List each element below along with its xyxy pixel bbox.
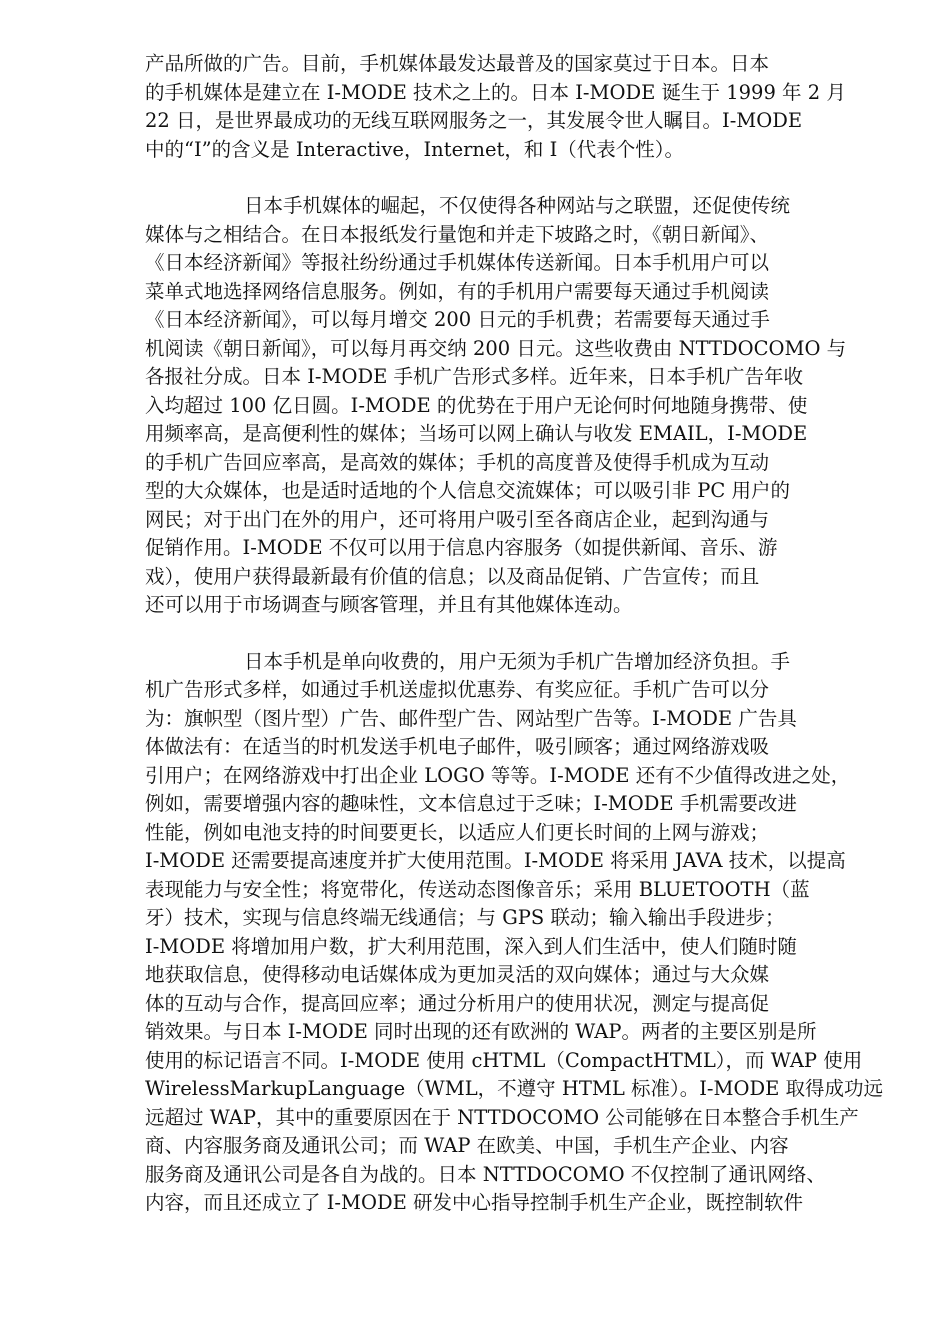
text-line: 《日本经济新闻》，可以每月增交 200 日元的手机费；若需要每天通过手 — [145, 308, 770, 331]
text-line: 远超过 WAP，其中的重要原因在于 NTTDOCOMO 公司能够在日本整合手机生产 — [145, 1105, 859, 1129]
text-line: 机广告形式多样，如通过手机送虚拟优惠券、有奖应征。手机广告可以分 — [145, 678, 770, 701]
text-line: 各报社分成。日本 I-MODE 手机广告形式多样。近年来，日本手机广告年收 — [145, 365, 804, 388]
text-line: I-MODE 还需要提高速度并扩大使用范围。I-MODE 将采用 JAVA 技术，以提高 — [145, 849, 846, 872]
text-line-indented: 日本手机是单向收费的，用户无须为手机广告增加经济负担。手 — [244, 649, 791, 673]
text-line: 体的互动与合作，提高回应率；通过分析用户的使用状况，测定与提高促 — [145, 991, 770, 1015]
paragraph-1 — [145, 50, 877, 164]
text-line: 《日本经济新闻》等报社纷纷通过手机媒体传送新闻。日本手机用户可以 — [145, 251, 770, 274]
text-line: 地获取信息，使得移动电话媒体成为更加灵活的双向媒体；通过与大众媒 — [145, 963, 770, 986]
text-line: 内容，而且还成立了 I-MODE 研发中心指导控制手机生产企业，既控制软件 — [145, 1191, 804, 1214]
text-line: 商、内容服务商及通讯公司；而 WAP 在欧美、中国，手机生产企业、内容 — [145, 1134, 789, 1157]
paragraph-3 — [145, 648, 884, 1218]
text-line: 体做法有：在适当的时机发送手机电子邮件，吸引顾客；通过网络游戏吸 — [145, 735, 770, 758]
text-line: 中的“I”的含义是 Interactive，Internet，和 I（代表个性）。 — [145, 137, 685, 161]
paragraph-gap — [145, 620, 877, 648]
text-line: 型的大众媒体，也是适时适地的个人信息交流媒体；可以吸引非 PC 用户的 — [145, 479, 790, 502]
text-line: 机阅读《朝日新闻》，可以每月再交纳 200 日元。这些收费由 NTTDOCOMO 与 — [145, 336, 847, 360]
text-line: 的手机媒体是建立在 I-MODE 技术之上的。日本 I-MODE 诞生于 1999 年 2 月 — [145, 80, 846, 104]
text-line: 为：旗帜型（图片型）广告、邮件型广告、网站型广告等。I-MODE 广告具 — [145, 706, 797, 730]
text-line: 销效果。与日本 I-MODE 同时出现的还有欧洲的 WAP。两者的主要区别是所 — [145, 1020, 817, 1043]
text-line: 性能，例如电池支持的时间要更长，以适应人们更长时间的上网与游戏； — [145, 820, 770, 844]
text-line: 的手机广告回应率高，是高效的媒体；手机的高度普及使得手机成为互动 — [145, 450, 770, 474]
text-line: 网民；对于出门在外的用户，还可将用户吸引至各商店企业，起到沟通与 — [145, 507, 770, 531]
text-line: 产品所做的广告。目前，手机媒体最发达最普及的国家莫过于日本。日本 — [145, 52, 770, 75]
text-line: 促销作用。I-MODE 不仅可以用于信息内容服务（如提供新闻、音乐、游 — [145, 536, 778, 559]
text-line: 引用户；在网络游戏中打出企业 LOGO 等等。I-MODE 还有不少值得改进之处， — [145, 763, 851, 787]
text-line: 菜单式地选择网络信息服务。例如，有的手机用户需要每天通过手机阅读 — [145, 279, 770, 303]
text-line: 22 日，是世界最成功的无线互联网服务之一，其发展令世人瞩目。I-MODE — [145, 109, 803, 132]
document-page — [145, 50, 884, 1218]
text-line: 使用的标记语言不同。I-MODE 使用 cHTML（CompactHTML），而 WAP 使用 — [145, 1048, 863, 1072]
paragraph-gap — [145, 164, 877, 192]
text-line: 媒体与之相结合。在日本报纸发行量饱和并走下坡路之时，《朝日新闻》、 — [145, 222, 770, 246]
text-line: 入均超过 100 亿日圆。I-MODE 的优势在于用户无论何时何地随身携带、使 — [145, 393, 808, 417]
paragraph-2 — [145, 192, 877, 620]
text-line: 服务商及通讯公司是各自为战的。日本 NTTDOCOMO 不仅控制了通讯网络、 — [145, 1162, 826, 1186]
text-line: I-MODE 将增加用户数，扩大利用范围，深入到人们生活中，使人们随时随 — [145, 934, 797, 958]
text-line: 例如，需要增强内容的趣味性，文本信息过于乏味；I-MODE 手机需要改进 — [145, 792, 797, 815]
text-line: WirelessMarkupLanguage（WML，不遵守 HTML 标准）。I-MODE 取得成功远 — [145, 1077, 884, 1100]
text-line: 戏），使用户获得最新最有价值的信息；以及商品促销、广告宣传；而且 — [145, 564, 760, 588]
text-line: 表现能力与安全性；将宽带化，传送动态图像音乐；采用 BLUETOOTH（蓝 — [145, 877, 810, 901]
text-line: 牙）技术，实现与信息终端无线通信；与 GPS 联动；输入输出手段进步； — [145, 906, 785, 929]
text-line: 用频率高，是高便利性的媒体；当场可以网上确认与收发 EMAIL，I-MODE — [145, 422, 808, 445]
text-line-indented: 日本手机媒体的崛起，不仅使得各种网站与之联盟，还促使传统 — [244, 194, 791, 217]
text-line: 还可以用于市场调查与顾客管理，并且有其他媒体连动。 — [145, 593, 633, 616]
